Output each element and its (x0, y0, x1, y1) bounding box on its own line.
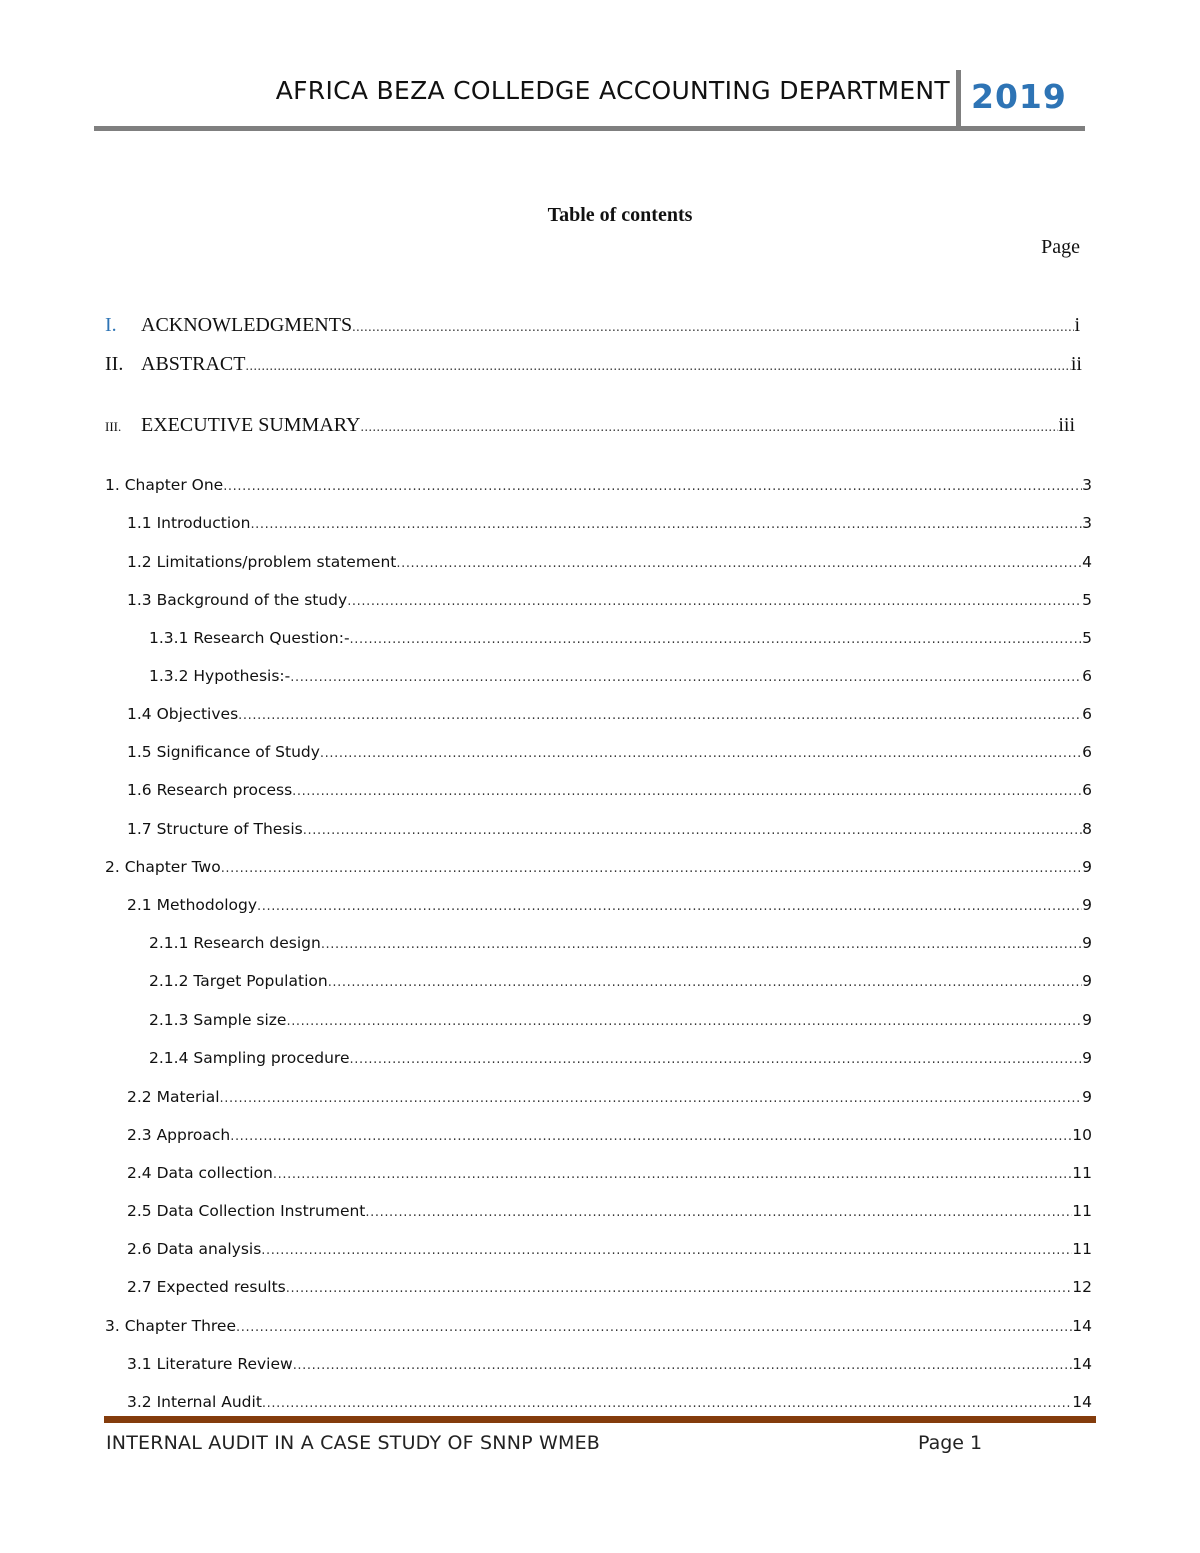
toc-entry-page: 14 (1072, 1317, 1092, 1335)
toc-entry-page: 14 (1072, 1393, 1092, 1411)
dot-leader (365, 1202, 1072, 1222)
header-rule (94, 126, 1085, 131)
dot-leader (262, 1393, 1072, 1413)
toc-entry[interactable] (127, 589, 1092, 611)
toc-entry-text: 3.2 Internal Audit (127, 1393, 262, 1411)
toc-entry-acknowledgments[interactable] (105, 312, 1080, 338)
dot-leader (350, 629, 1083, 649)
dot-leader (273, 1164, 1072, 1184)
toc-entry[interactable] (127, 1124, 1092, 1146)
toc-entry-text: 1.3 Background of the study (127, 591, 348, 609)
toc-entry-page: 11 (1072, 1240, 1092, 1258)
toc-entry-page: 3 (1082, 476, 1092, 494)
toc-entry-page: 9 (1082, 1049, 1092, 1067)
toc-entry-number: III. (105, 419, 122, 434)
toc-entry-page: 14 (1072, 1355, 1092, 1373)
toc-entry-page: 9 (1082, 934, 1092, 952)
toc-entry[interactable] (149, 665, 1092, 687)
toc-entry-page: 9 (1082, 858, 1092, 876)
toc-entry-text: 2.3 Approach (127, 1126, 231, 1144)
toc-entry-text: 2.1 Methodology (127, 896, 257, 914)
toc-entry[interactable] (127, 1353, 1092, 1375)
toc-entry-text: 2.1.3 Sample size (149, 1011, 287, 1029)
dot-leader (396, 553, 1082, 573)
toc-entry-text: 1. Chapter One (105, 476, 224, 494)
toc-entry[interactable] (127, 703, 1092, 725)
dot-leader (303, 820, 1082, 840)
dot-leader (290, 667, 1082, 687)
header-year: 2019 (971, 77, 1067, 116)
toc-entry[interactable] (149, 627, 1092, 649)
toc-entry-text: 1.7 Structure of Thesis (127, 820, 303, 838)
toc-entry-page: 3 (1082, 514, 1092, 532)
toc-entry[interactable] (127, 1391, 1092, 1413)
toc-entry-text: 2.1.4 Sampling procedure (149, 1049, 350, 1067)
toc-entry-page: 6 (1082, 781, 1092, 799)
dot-leader (223, 476, 1082, 496)
toc-entry-page: 4 (1082, 553, 1092, 571)
toc-entry-page: iii (1058, 414, 1075, 436)
dot-leader (245, 354, 1070, 377)
dot-leader (286, 1011, 1082, 1031)
toc-entry-page: 5 (1082, 591, 1092, 609)
dot-leader (261, 1240, 1072, 1260)
toc-entry[interactable] (127, 818, 1092, 840)
toc-entry-number: I. (105, 314, 117, 336)
toc-entry[interactable] (127, 1200, 1092, 1222)
header-title: AFRICA BEZA COLLEDGE ACCOUNTING DEPARTMENT (275, 76, 950, 105)
toc-entry[interactable] (105, 856, 1092, 878)
dot-leader (257, 896, 1082, 916)
toc-entry[interactable] (127, 1238, 1092, 1260)
toc-entry[interactable] (127, 1086, 1092, 1108)
toc-entry[interactable] (149, 1009, 1092, 1031)
header-divider (956, 70, 961, 128)
toc-page-label: Page (1041, 236, 1080, 258)
toc-entry-text: 1.3.1 Research Question:- (149, 629, 350, 647)
toc-entry-page: 12 (1072, 1278, 1092, 1296)
toc-entry[interactable] (127, 1162, 1092, 1184)
toc-entry[interactable] (105, 1315, 1092, 1337)
dot-leader (321, 934, 1082, 954)
dot-leader (352, 315, 1074, 338)
toc-entry-text: EXECUTIVE SUMMARY (141, 414, 361, 436)
toc-entry-page: 5 (1082, 629, 1092, 647)
dot-leader (230, 1126, 1072, 1146)
toc-entry-page: i (1074, 314, 1080, 336)
toc-entry-page: 11 (1072, 1202, 1092, 1220)
toc-entry-text: 1.5 Significance of Study (127, 743, 320, 761)
toc-entry-page: 9 (1082, 1011, 1092, 1029)
toc-entry-page: 6 (1082, 743, 1092, 761)
dot-leader (292, 781, 1082, 801)
toc-entry[interactable] (149, 970, 1092, 992)
toc-entry[interactable] (105, 474, 1092, 496)
dot-leader (328, 972, 1082, 992)
toc-entry-executive-summary[interactable] (105, 412, 1075, 438)
footer-rule (104, 1416, 1096, 1423)
dot-leader (286, 1278, 1073, 1298)
toc-entry-page: 10 (1072, 1126, 1092, 1144)
dot-leader (220, 1088, 1083, 1108)
dot-leader (360, 415, 1058, 438)
toc-entry[interactable] (127, 779, 1092, 801)
toc-entry-text: 2.1.1 Research design (149, 934, 321, 952)
toc-entry-page: 9 (1082, 1088, 1092, 1106)
toc-entry-text: 2. Chapter Two (105, 858, 221, 876)
toc-entry-text: 3.1 Literature Review (127, 1355, 293, 1373)
toc-entry-text: 1.2 Limitations/problem statement (127, 553, 397, 571)
toc-entry-number: II. (105, 353, 124, 375)
toc-entry[interactable] (127, 1276, 1092, 1298)
toc-entry-text: 2.7 Expected results (127, 1278, 286, 1296)
toc-entry[interactable] (127, 551, 1092, 573)
toc-entry-text: 3. Chapter Three (105, 1317, 237, 1335)
toc-entry-text: 2.5 Data Collection Instrument (127, 1202, 366, 1220)
toc-entry-page: 9 (1082, 972, 1092, 990)
toc-entry-page: 6 (1082, 705, 1092, 723)
toc-entry[interactable] (149, 932, 1092, 954)
toc-entry-abstract[interactable] (105, 351, 1082, 377)
dot-leader (238, 705, 1082, 725)
toc-entry-text: 1.1 Introduction (127, 514, 251, 532)
dot-leader (221, 858, 1082, 878)
toc-entry[interactable] (149, 1047, 1092, 1069)
dot-leader (320, 743, 1082, 763)
toc-entry-text: 2.2 Material (127, 1088, 220, 1106)
dot-leader (350, 1049, 1083, 1069)
toc-entry[interactable] (127, 894, 1092, 916)
toc-entry-page: 6 (1082, 667, 1092, 685)
dot-leader (236, 1317, 1072, 1337)
dot-leader (347, 591, 1082, 611)
toc-entry-text: 1.3.2 Hypothesis:- (149, 667, 291, 685)
toc-entry-text: 1.6 Research process (127, 781, 293, 799)
toc-entry-text: 1.4 Objectives (127, 705, 239, 723)
toc-entry-text: ACKNOWLEDGMENTS (141, 314, 353, 336)
toc-entry-page: 11 (1072, 1164, 1092, 1182)
toc-entry-text: 2.4 Data collection (127, 1164, 273, 1182)
toc-entry[interactable] (127, 741, 1092, 763)
footer-title: INTERNAL AUDIT IN A CASE STUDY OF SNNP WMEB (106, 1432, 601, 1454)
dot-leader (250, 514, 1082, 534)
toc-entry-text: 2.1.2 Target Population (149, 972, 328, 990)
toc-entry-text: ABSTRACT (141, 353, 246, 375)
toc-title: Table of contents (547, 204, 693, 226)
toc-entry[interactable] (127, 512, 1092, 534)
dot-leader (293, 1355, 1073, 1375)
toc-entry-page: 8 (1082, 820, 1092, 838)
footer-page-number: Page 1 (918, 1432, 983, 1454)
toc-entry-page: 9 (1082, 896, 1092, 914)
toc-entry-page: ii (1070, 353, 1082, 375)
toc-entry-text: 2.6 Data analysis (127, 1240, 262, 1258)
